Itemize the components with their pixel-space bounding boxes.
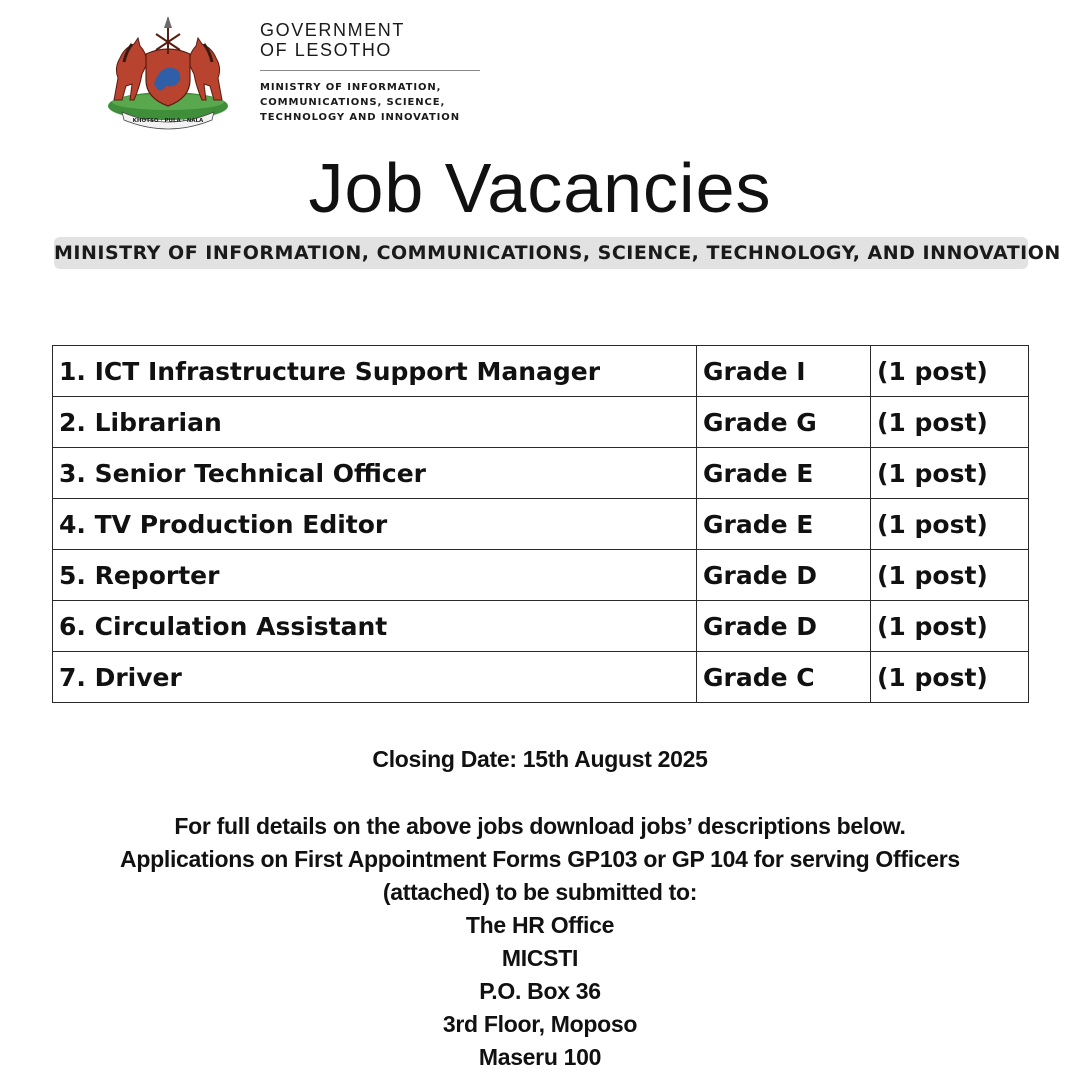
grade-cell: Grade E [697, 499, 871, 550]
posts-cell: (1 post) [871, 346, 1029, 397]
vacancies-table [52, 345, 1029, 703]
job-title-cell: 5. Reporter [53, 550, 697, 601]
ministry-line: TECHNOLOGY AND INNOVATION [260, 112, 460, 123]
lesotho-coat-of-arms-logo [104, 14, 232, 132]
grade-cell: Grade D [697, 550, 871, 601]
job-title-cell: 3. Senior Technical Officer [53, 448, 697, 499]
grade-cell: Grade E [697, 448, 871, 499]
job-title-cell: 1. ICT Infrastructure Support Manager [53, 346, 697, 397]
job-title-cell: 6. Circulation Assistant [53, 601, 697, 652]
table-row [53, 397, 1029, 448]
ministry-line: MINISTRY OF INFORMATION, [260, 82, 442, 93]
address-line: 3rd Floor, Moposo [442, 1011, 638, 1037]
table-row [53, 499, 1029, 550]
ministry-line: COMMUNICATIONS, SCIENCE, [260, 97, 446, 108]
grade-cell: Grade D [697, 601, 871, 652]
posts-cell: (1 post) [871, 601, 1029, 652]
address-line: MICSTI [501, 945, 579, 971]
posts-cell: (1 post) [871, 652, 1029, 703]
job-title-cell: 2. Librarian [53, 397, 697, 448]
details-line: Applications on First Appointment Forms GP103 or GP 104 for serving Officers [120, 846, 960, 872]
details-line: (attached) to be submitted to: [382, 879, 698, 905]
table-row [53, 601, 1029, 652]
posts-cell: (1 post) [871, 550, 1029, 601]
table-row [53, 448, 1029, 499]
address-line: The HR Office [465, 912, 615, 938]
posts-cell: (1 post) [871, 397, 1029, 448]
svg-text:KHOTSO · PULA · NALA: KHOTSO · PULA · NALA [132, 118, 204, 124]
subtitle-banner [54, 237, 1061, 269]
letterhead [104, 14, 524, 132]
application-details [0, 810, 1080, 1074]
divider [260, 70, 480, 71]
job-title-cell: 7. Driver [53, 652, 697, 703]
posts-cell: (1 post) [871, 448, 1029, 499]
details-line: For full details on the above jobs download jobs’ descriptions below. [174, 813, 906, 839]
org-name-line1: GOVERNMENT [260, 20, 406, 40]
closing-date: Closing Date: 15th August 2025 [372, 746, 708, 772]
table-row [53, 346, 1029, 397]
page-title: Job Vacancies [308, 149, 772, 227]
organization-block [260, 20, 490, 125]
grade-cell: Grade G [697, 397, 871, 448]
table-row [53, 550, 1029, 601]
ministry-name [260, 80, 490, 125]
job-title-cell: 4. TV Production Editor [53, 499, 697, 550]
grade-cell: Grade C [697, 652, 871, 703]
address-line: P.O. Box 36 [479, 978, 601, 1004]
subtitle-text: MINISTRY OF INFORMATION, COMMUNICATIONS, SCIENCE, TECHNOLOGY, AND INNOVATION [54, 242, 1061, 264]
address-line: Maseru 100 [478, 1044, 602, 1070]
table-row [53, 652, 1029, 703]
grade-cell: Grade I [697, 346, 871, 397]
org-name-line2: OF LESOTHO [260, 40, 393, 60]
posts-cell: (1 post) [871, 499, 1029, 550]
